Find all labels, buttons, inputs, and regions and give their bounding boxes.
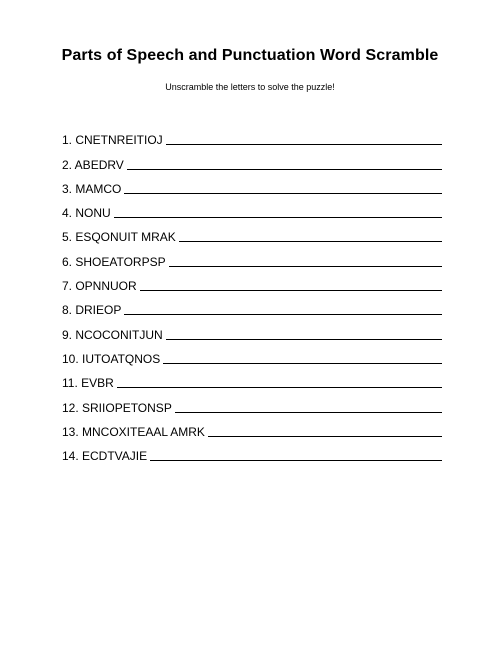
list-item — [62, 147, 442, 171]
list-item — [62, 342, 442, 366]
list-item — [62, 123, 442, 147]
scrambled-word: 12. SRIIOPETONSP — [62, 400, 172, 415]
answer-line — [166, 327, 442, 340]
scrambled-word: 10. IUTOATQNOS — [62, 351, 161, 366]
answer-line — [163, 351, 442, 364]
answer-line — [127, 157, 442, 170]
scrambled-word: 8. DRIEOP — [62, 303, 122, 318]
list-item — [62, 415, 442, 439]
answer-line — [114, 205, 442, 218]
list-item — [62, 366, 442, 390]
answer-line — [140, 278, 442, 291]
instructions: Unscramble the letters to solve the puzzle! — [165, 82, 335, 92]
scrambled-word: 5. ESQONUIT MRAK — [62, 230, 176, 245]
answer-line — [124, 302, 442, 315]
scrambled-word: 9. NCOCONITJUN — [62, 327, 163, 342]
list-item — [62, 172, 442, 196]
answer-line — [169, 254, 442, 267]
answer-line — [117, 375, 442, 388]
scrambled-word: 6. SHOEATORPSP — [62, 254, 166, 269]
list-item — [62, 220, 442, 244]
scrambled-word: 2. ABEDRV — [62, 157, 124, 172]
list-item — [62, 317, 442, 341]
page-title: Parts of Speech and Punctuation Word Scramble — [61, 47, 439, 64]
scrambled-word: 1. CNETNREITIOJ — [62, 133, 163, 148]
list-item — [62, 439, 442, 463]
scrambled-word: 11. EVBR — [62, 376, 114, 391]
answer-line — [175, 400, 442, 413]
answer-line — [179, 229, 442, 242]
list-item — [62, 244, 442, 268]
list-item — [62, 196, 442, 220]
list-item — [62, 269, 442, 293]
scrambled-word: 3. MAMCO — [62, 181, 122, 196]
answer-line — [166, 132, 442, 145]
answer-line — [208, 424, 442, 437]
scramble-list — [62, 123, 442, 463]
scrambled-word: 14. ECDTVAJIE — [62, 449, 148, 464]
list-item — [62, 390, 442, 414]
scrambled-word: 7. OPNNUOR — [62, 279, 137, 294]
scrambled-word: 13. MNCOXITEAAL AMRK — [62, 424, 205, 439]
answer-line — [124, 181, 442, 194]
list-item — [62, 293, 442, 317]
scrambled-word: 4. NONU — [62, 206, 111, 221]
answer-line — [150, 448, 442, 461]
